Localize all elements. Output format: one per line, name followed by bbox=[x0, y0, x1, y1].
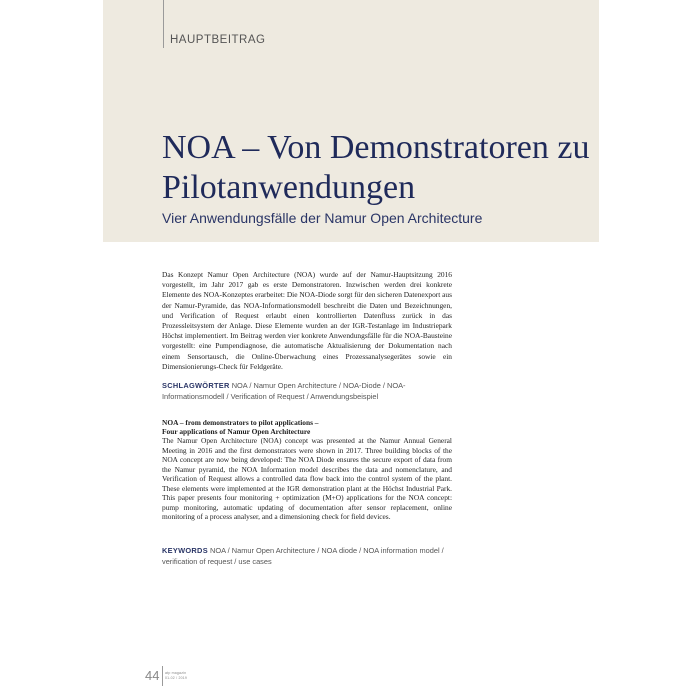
keywords-english-label: KEYWORDS bbox=[162, 546, 208, 555]
english-heading-line2: Four applications of Namur Open Architecture bbox=[162, 427, 311, 437]
folio-issue: 01-02 / 2019 bbox=[165, 675, 188, 680]
magazine-page bbox=[103, 0, 599, 700]
keywords-german-label: SCHLAGWÖRTER bbox=[162, 381, 230, 390]
folio bbox=[165, 671, 187, 680]
keywords-german-text: NOA / Namur Open Architecture / NOA-Diode / NOA-Informationsmodell / Verification of Request / Anwendungsbeispiel bbox=[162, 381, 406, 401]
folio-rule bbox=[162, 666, 163, 686]
folio-magazine: atp magazin bbox=[165, 671, 187, 675]
article-subtitle: Vier Anwendungsfälle der Namur Open Architecture bbox=[162, 210, 483, 226]
article-title: NOA – Von Demonstratoren zu Pilotanwendungen bbox=[162, 129, 590, 206]
english-heading bbox=[162, 418, 452, 437]
keywords-english bbox=[162, 546, 452, 567]
section-kicker: HAUPTBEITRAG bbox=[170, 34, 266, 46]
page-number: 44 bbox=[145, 668, 160, 683]
header-rule bbox=[163, 0, 164, 48]
keywords-english-text: NOA / Namur Open Architecture / NOA diode / NOA information model / verification of request / use cases bbox=[162, 546, 444, 566]
abstract-german: Das Konzept Namur Open Architecture (NOA) wurde auf der Namur-Hauptsitzung 2016 vorgestellt, im Jahr 2017 gab es erste Demonstratoren. Inzwischen werden drei konkrete Elemente des NOA-Konzeptes erarbeitet: Die NOA-Diode sorgt für den sicheren Datenexport aus der Namur-Pyramide, das NOA-Informationsmodell beschreibt die Daten und Bezeichnungen, und Verification of Request erlaubt einen kontrollierten Datenfluss zurück in das Prozessleitsystem der Anlage. Diese Elemente wurden an der IGR-Testanlage im Industriepark Höchst implementiert. Im Beitrag werden vier konkrete Anwendungsfälle für die NOA-Bausteine vorgestellt: eine Pumpendiagnose, die automatische Aktualisierung der Dokumentation nach einem Sensortausch, die Online-Überwachung eines Prozessanalysegerätes sowie ein Dimensionierungs-Check für Feldgeräte. bbox=[162, 270, 452, 371]
keywords-german bbox=[162, 381, 452, 402]
abstract-english: The Namur Open Architecture (NOA) concept was presented at the Namur Annual General Meeting in 2016 and the first demonstrators were shown in 2017. Three building blocks of the NOA concept are now being developed: The NOA Diode ensures the secure export of data from the Namur pyramid, the NOA Information model describes the data and nomenclature, and Verification of Request allows a controlled data flow back into the control system of the plant. These elements were implemented at the IGR demonstration plant at the Höchst Industrial Park. This paper presents four monitoring + optimization (M+O) applications for the NOA concept: pump monitoring, automatic updating of documentation after sensor replacement, online monitoring of a process analyser, and a dimensioning check for field devices. bbox=[162, 436, 452, 521]
english-heading-line1: NOA – from demonstrators to pilot applications – bbox=[162, 418, 319, 427]
